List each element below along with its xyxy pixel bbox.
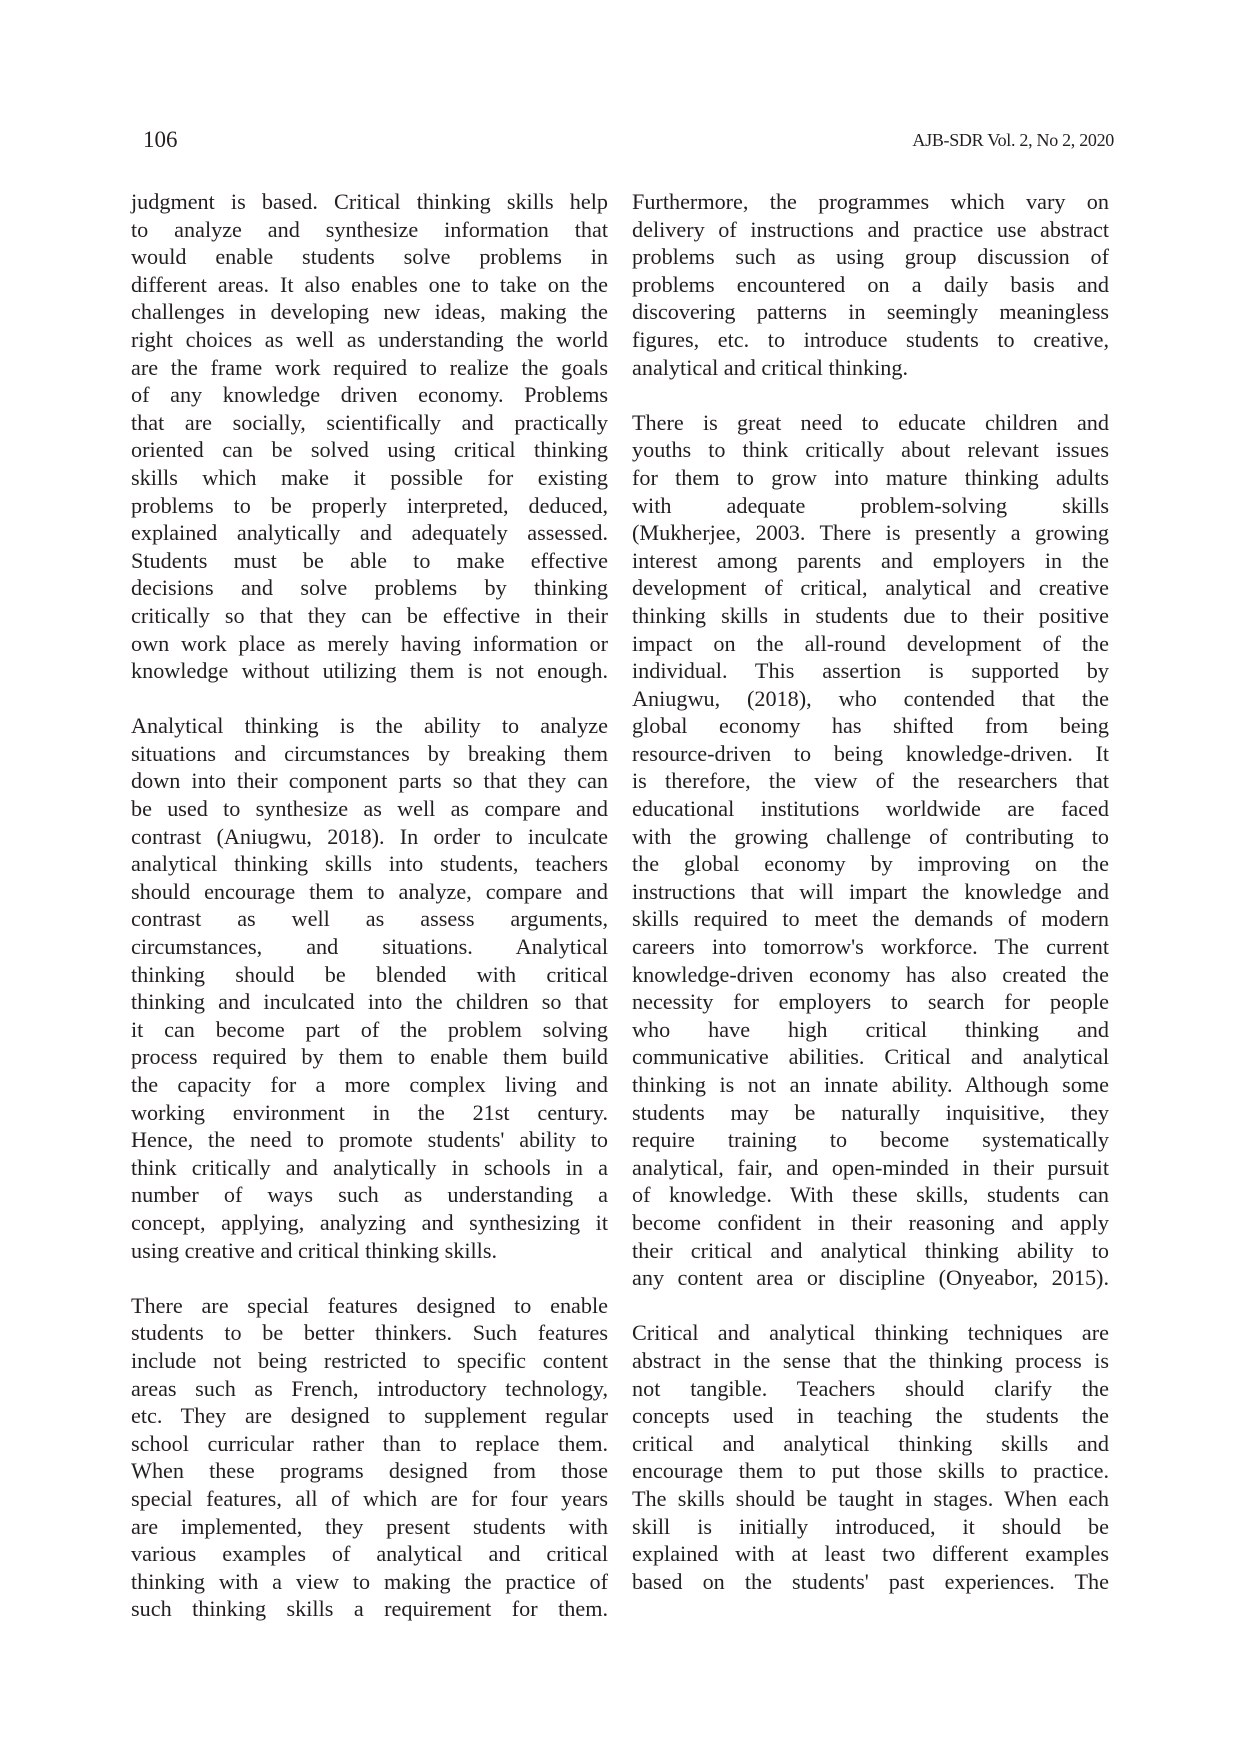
text-line: thinking should be blended with critical — [131, 961, 608, 987]
text-line: individual. This assertion is supported by — [632, 658, 1109, 684]
text-line: educational institutions worldwide are faced — [632, 796, 1109, 822]
text-line: circumstances, and situations. Analytical — [131, 934, 608, 960]
text-line: are the frame work required to realize the goals — [131, 354, 608, 380]
text-line: oriented can be solved using critical thinking — [131, 437, 608, 463]
text-line: who have high critical thinking and — [632, 1016, 1109, 1042]
text-line: problems such as using group discussion of — [632, 244, 1109, 270]
text-line: concept, applying, analyzing and synthesizing it — [131, 1209, 608, 1235]
text-line: for them to grow into mature thinking adults — [632, 464, 1109, 490]
text-line: should encourage them to analyze, compare and — [131, 878, 608, 904]
text-line: knowledge-driven economy has also created the — [632, 961, 1109, 987]
text-line: such thinking skills a requirement for them. — [131, 1596, 608, 1622]
text-line: down into their component parts so that they can — [131, 768, 608, 794]
text-line: discovering patterns in seemingly meaningless — [632, 299, 1109, 325]
text-line: development of critical, analytical and creative — [632, 575, 1109, 601]
text-line: contrast (Aniugwu, 2018). In order to inculcate — [131, 823, 608, 849]
text-line: abstract in the sense that the thinking process is — [632, 1347, 1109, 1373]
text-line: analytical thinking skills into students, teachers — [131, 851, 608, 877]
text-line: explained analytically and adequately assessed. — [131, 520, 608, 546]
text-line: necessity for employers to search for people — [632, 989, 1109, 1015]
text-line: the global economy by improving on the — [632, 851, 1109, 877]
text-line: decisions and solve problems by thinking — [131, 575, 608, 601]
text-line: based on the students' past experiences. The — [632, 1568, 1109, 1594]
text-line: communicative abilities. Critical and analytical — [632, 1044, 1109, 1070]
text-line: thinking and inculcated into the children so that — [131, 989, 608, 1015]
text-line: judgment is based. Critical thinking skills help — [131, 189, 608, 214]
text-line: using creative and critical thinking skills. — [131, 1237, 498, 1263]
text-line: analytical and critical thinking. — [632, 354, 909, 380]
text-line: figures, etc. to introduce students to creative, — [632, 326, 1109, 352]
text-line: thinking with a view to making the practice of — [131, 1568, 608, 1594]
text-line: require training to become systematically — [632, 1127, 1109, 1153]
text-line: problems encountered on a daily basis and — [632, 271, 1109, 297]
text-line: skills which make it possible for existing — [131, 464, 608, 490]
text-line: number of ways such as understanding a — [131, 1182, 608, 1208]
text-line: challenges in developing new ideas, making the — [131, 299, 608, 325]
text-line: areas such as French, introductory technology, — [131, 1375, 608, 1401]
paragraph-educate-children — [632, 409, 1109, 1292]
text-line: would enable students solve problems in — [131, 244, 608, 270]
text-line: Aniugwu, (2018), who contended that the — [632, 685, 1109, 711]
text-line: critical and analytical thinking skills and — [632, 1430, 1109, 1456]
paragraph-special-features — [131, 1292, 608, 1623]
text-line: different areas. It also enables one to take on the — [131, 271, 608, 297]
text-line: problems to be properly interpreted, deduced, — [131, 492, 608, 518]
text-line: right choices as well as understanding the world — [131, 326, 608, 352]
text-line: of knowledge. With these skills, students can — [632, 1182, 1109, 1208]
text-line: their critical and analytical thinking ability to — [632, 1237, 1109, 1263]
text-line: school curricular rather than to replace them. — [131, 1430, 608, 1456]
text-line: analytical, fair, and open-minded in their pursuit — [632, 1154, 1109, 1180]
text-line: The skills should be taught in stages. When each — [632, 1485, 1109, 1511]
text-line: delivery of instructions and practice use abstract — [632, 216, 1109, 242]
journal-running-head: AJB-SDR Vol. 2, No 2, 2020 — [912, 130, 1114, 150]
text-line: encourage them to put those skills to practice. — [632, 1458, 1109, 1484]
text-line: instructions that will impart the knowledge and — [632, 878, 1109, 904]
text-line: the capacity for a more complex living and — [131, 1072, 608, 1097]
text-line: careers into tomorrow's workforce. The current — [632, 934, 1109, 960]
text-line: own work place as merely having information or — [131, 630, 608, 656]
text-line: interest among parents and employers in the — [632, 547, 1109, 573]
page-number: 106 — [143, 127, 178, 152]
left-column — [131, 188, 608, 1650]
text-line: Hence, the need to promote students' ability to — [131, 1127, 608, 1153]
text-line: be used to synthesize as well as compare and — [131, 796, 608, 822]
text-line: impact on the all-round development of the — [632, 630, 1109, 656]
text-line: concepts used in teaching the students the — [632, 1403, 1109, 1429]
text-line: situations and circumstances by breaking them — [131, 740, 608, 766]
text-line: Students must be able to make effective — [131, 547, 608, 573]
text-line: working environment in the 21st century. — [131, 1099, 608, 1125]
text-line: critically so that they can be effective in their — [131, 602, 608, 628]
text-line: of any knowledge driven economy. Problems — [131, 382, 608, 408]
text-line: Critical and analytical thinking techniques are — [632, 1320, 1109, 1346]
text-line: There are special features designed to enable — [131, 1292, 608, 1318]
text-line: thinking is not an innate ability. Although some — [632, 1072, 1109, 1097]
text-line: that are socially, scientifically and practically — [131, 409, 608, 435]
text-line: knowledge without utilizing them is not enough. — [131, 658, 608, 684]
text-line: to analyze and synthesize information that — [131, 216, 608, 242]
text-line: Analytical thinking is the ability to analyze — [131, 713, 608, 739]
text-line: resource-driven to being knowledge-driven. It — [632, 740, 1109, 766]
text-line: etc. They are designed to supplement regular — [131, 1403, 608, 1429]
text-line: any content area or discipline (Onyeabor, 2015). — [632, 1265, 1109, 1291]
paragraph-programmes — [632, 188, 1109, 381]
paragraph-analytical-thinking — [131, 712, 608, 1264]
text-line: students may be naturally inquisitive, they — [632, 1099, 1109, 1125]
text-line: When these programs designed from those — [131, 1458, 608, 1484]
text-line: with adequate problem-solving skills — [632, 492, 1109, 518]
text-line: There is great need to educate children and — [632, 409, 1109, 435]
text-line: process required by them to enable them build — [131, 1044, 608, 1070]
text-line: global economy has shifted from being — [632, 713, 1109, 739]
text-line: become confident in their reasoning and apply — [632, 1209, 1109, 1235]
text-line: include not being restricted to specific content — [131, 1347, 608, 1373]
text-line: think critically and analytically in schools in a — [131, 1154, 608, 1180]
right-column — [632, 188, 1109, 1623]
text-line: Furthermore, the programmes which vary on — [632, 189, 1109, 214]
text-line: various examples of analytical and critical — [131, 1541, 608, 1567]
text-line: not tangible. Teachers should clarify the — [632, 1375, 1109, 1401]
text-line: are implemented, they present students with — [131, 1513, 608, 1539]
text-line: skill is initially introduced, it should be — [632, 1513, 1109, 1539]
text-line: special features, all of which are for four years — [131, 1485, 608, 1511]
paragraph-techniques-abstract — [632, 1319, 1109, 1595]
text-line: (Mukherjee, 2003. There is presently a growing — [632, 520, 1109, 546]
paragraph-critical-thinking-skills — [131, 188, 608, 685]
text-line: youths to think critically about relevant issues — [632, 437, 1109, 463]
text-line: with the growing challenge of contributing to — [632, 823, 1109, 849]
text-line: is therefore, the view of the researchers that — [632, 768, 1109, 794]
text-line: thinking skills in students due to their positive — [632, 602, 1109, 628]
text-line: contrast as well as assess arguments, — [131, 906, 608, 932]
text-line: explained with at least two different examples — [632, 1541, 1109, 1567]
text-line: skills required to meet the demands of modern — [632, 906, 1109, 932]
text-line: students to be better thinkers. Such features — [131, 1320, 608, 1346]
text-line: it can become part of the problem solving — [131, 1016, 608, 1042]
